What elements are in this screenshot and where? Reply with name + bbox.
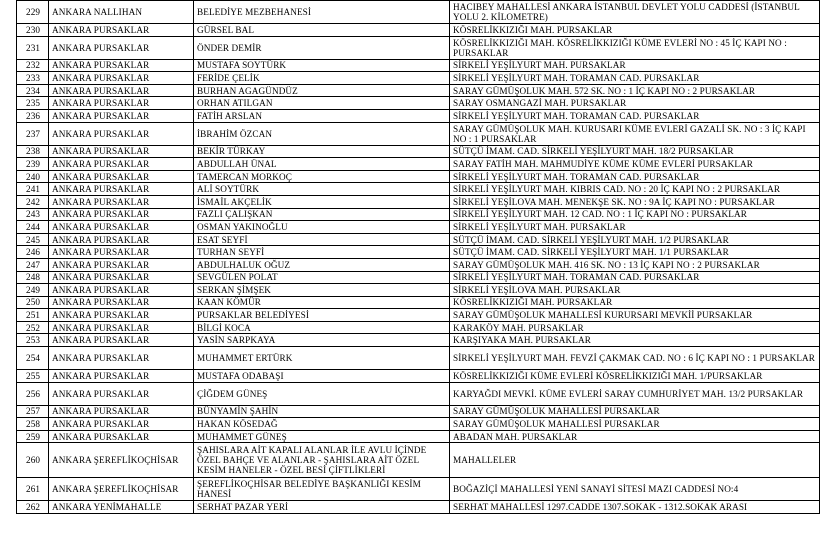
table-row [17,24,820,37]
table-row [17,183,820,196]
row-location: ANKARA PURSAKLAR [49,334,194,347]
row-name: MUSTAFA ODABAŞI [194,370,450,383]
row-number: 251 [17,309,49,322]
row-address: SARAY GÜMÜŞOLUK MAH. 416 SK. NO : 13 İÇ KAPI NO : 2 PURSAKLAR [450,258,820,271]
row-number: 239 [17,158,49,171]
table-row [17,382,820,405]
row-number: 243 [17,208,49,221]
row-location: ANKARA ŞEREFLİKOÇHİSAR [49,478,194,501]
row-name: İSMAİL AKÇELİK [194,195,450,208]
row-location: ANKARA PURSAKLAR [49,321,194,334]
row-name: HAKAN KÖSEDAĞ [194,418,450,431]
row-number: 237 [17,122,49,145]
row-name: YASİN SARPKAYA [194,334,450,347]
row-name: FERİDE ÇELİK [194,72,450,85]
table-row [17,233,820,246]
row-location: ANKARA PURSAKLAR [49,370,194,383]
table-row [17,221,820,234]
row-name: GÜRSEL BAL [194,24,450,37]
row-location: ANKARA PURSAKLAR [49,258,194,271]
table-row [17,296,820,309]
table-row [17,443,820,478]
row-number: 235 [17,97,49,110]
row-address: SERHAT MAHALLESİ 1297.CADDE 1307.SOKAK - 1312.SOKAK ARASI [450,501,820,514]
row-number: 238 [17,145,49,158]
table-row [17,84,820,97]
row-location: ANKARA YENİMAHALLE [49,501,194,514]
row-name: ABDULHALUK OĞUZ [194,258,450,271]
row-number: 252 [17,321,49,334]
row-number: 241 [17,183,49,196]
row-number: 258 [17,418,49,431]
row-address: SİRKELİ YEŞİLYURT MAH. PURSAKLAR [450,59,820,72]
row-name: ORHAN ATILGAN [194,97,450,110]
table-row [17,284,820,297]
table-row [17,309,820,322]
row-number: 260 [17,443,49,478]
table-row [17,370,820,383]
row-number: 250 [17,296,49,309]
table-row [17,72,820,85]
row-location: ANKARA PURSAKLAR [49,296,194,309]
row-address: SÜTÇÜ İMAM. CAD. SİRKELİ YEŞİLYURT MAH. 1/1 PURSAKLAR [450,246,820,259]
row-location: ANKARA PURSAKLAR [49,145,194,158]
row-name: MUHAMMET GÜNEŞ [194,430,450,443]
row-name: FAZLI ÇALIŞKAN [194,208,450,221]
row-location: ANKARA PURSAKLAR [49,24,194,37]
row-address: ABADAN MAH. PURSAKLAR [450,430,820,443]
row-location: ANKARA PURSAKLAR [49,158,194,171]
row-address: KARŞIYAKA MAH. PURSAKLAR [450,334,820,347]
table-row [17,170,820,183]
row-address: SARAY FATİH MAH. MAHMUDİYE KÜME KÜME EVLERİ PURSAKLAR [450,158,820,171]
row-address: KÖSRELİKKIZIĞI KÜME EVLERİ KÖSRELİKKIZIĞI MAH. 1/PURSAKLAR [450,370,820,383]
row-address: HACIBEY MAHALLESİ ANKARA İSTANBUL DEVLET YOLU CADDESİ (İSTANBUL YOLU 2. KİLOMETRE) [450,1,820,24]
row-address: SİRKELİ YEŞİLOVA MAH. MENEKŞE SK. NO : 9A İÇ KAPI NO : PURSAKLAR [450,195,820,208]
row-name: SEVGÜLEN POLAT [194,271,450,284]
row-name: KAAN KÖMÜR [194,296,450,309]
row-location: ANKARA PURSAKLAR [49,72,194,85]
row-number: 262 [17,501,49,514]
row-location: ANKARA PURSAKLAR [49,430,194,443]
row-name: FATİH ARSLAN [194,109,450,122]
table-row [17,321,820,334]
row-number: 229 [17,1,49,24]
row-name: İBRAHİM ÖZCAN [194,122,450,145]
table-row [17,258,820,271]
row-name: ÖNDER DEMİR [194,36,450,59]
row-number: 249 [17,284,49,297]
row-address: SİRKELİ YEŞİLYURT MAH. FEVZİ ÇAKMAK CAD. NO : 6 İÇ KAPI NO : 1 PURSAKLAR [450,347,820,370]
row-location: ANKARA NALLIHAN [49,1,194,24]
row-number: 255 [17,370,49,383]
row-location: ANKARA PURSAKLAR [49,109,194,122]
row-location: ANKARA PURSAKLAR [49,382,194,405]
table-body [17,1,820,514]
row-number: 234 [17,84,49,97]
row-address: SİRKELİ YEŞİLYURT MAH. KIBRIS CAD. NO : 20 İÇ KAPI NO : 2 PURSAKLAR [450,183,820,196]
row-location: ANKARA PURSAKLAR [49,221,194,234]
row-name: MUHAMMET ERTÜRK [194,347,450,370]
row-location: ANKARA ŞEREFLİKOÇHİSAR [49,443,194,478]
row-location: ANKARA PURSAKLAR [49,208,194,221]
row-name: ÇİĞDEM GÜNEŞ [194,382,450,405]
row-name: SERHAT PAZAR YERİ [194,501,450,514]
row-location: ANKARA PURSAKLAR [49,122,194,145]
row-name: SERKAN ŞİMŞEK [194,284,450,297]
row-location: ANKARA PURSAKLAR [49,183,194,196]
row-name: TURHAN SEYFİ [194,246,450,259]
row-address: SARAY GÜMÜŞOLUK MAH. 572 SK. NO : 1 İÇ KAPI NO : 2 PURSAKLAR [450,84,820,97]
row-address: SARAY OSMANGAZİ MAH. PURSAKLAR [450,97,820,110]
row-location: ANKARA PURSAKLAR [49,347,194,370]
table-row [17,109,820,122]
row-location: ANKARA PURSAKLAR [49,271,194,284]
row-number: 236 [17,109,49,122]
row-name: ALİ SOYTÜRK [194,183,450,196]
row-address: SİRKELİ YEŞİLYURT MAH. PURSAKLAR [450,221,820,234]
row-location: ANKARA PURSAKLAR [49,59,194,72]
row-address: SİRKELİ YEŞİLOVA MAH. PURSAKLAR [450,284,820,297]
row-address: SİRKELİ YEŞİLYURT MAH. TORAMAN CAD. PURSAKLAR [450,271,820,284]
row-location: ANKARA PURSAKLAR [49,233,194,246]
row-location: ANKARA PURSAKLAR [49,284,194,297]
table-row [17,97,820,110]
table-row [17,208,820,221]
table-row [17,418,820,431]
row-number: 245 [17,233,49,246]
table-row [17,430,820,443]
row-address: SİRKELİ YEŞİLYURT MAH. TORAMAN CAD. PURSAKLAR [450,109,820,122]
table-row [17,1,820,24]
table-row [17,246,820,259]
row-name: BURHAN AGAGÜNDÜZ [194,84,450,97]
row-number: 246 [17,246,49,259]
row-address: SARAY GÜMÜŞOLUK MAHALLESİ PURSAKLAR [450,405,820,418]
row-number: 233 [17,72,49,85]
table-row [17,59,820,72]
row-location: ANKARA PURSAKLAR [49,418,194,431]
row-location: ANKARA PURSAKLAR [49,195,194,208]
row-address: BOĞAZİÇİ MAHALLESİ YENİ SANAYİ SİTESİ MAZI CADDESİ NO:4 [450,478,820,501]
row-location: ANKARA PURSAKLAR [49,246,194,259]
row-name: BELEDİYE MEZBEHANESİ [194,1,450,24]
row-address: KARAKÖY MAH. PURSAKLAR [450,321,820,334]
row-address: SARAY GÜMÜŞOLUK MAHALLESİ PURSAKLAR [450,418,820,431]
table-row [17,36,820,59]
row-number: 257 [17,405,49,418]
table-row [17,347,820,370]
row-name: TAMERCAN MORKOÇ [194,170,450,183]
row-address: KÖSRELİKKIZIĞI MAH. KÖSRELİKKIZIĞI KÜME EVLERİ NO : 45 İÇ KAPI NO : PURSAKLAR [450,36,820,59]
row-name: MUSTAFA SOYTÜRK [194,59,450,72]
row-address: SİRKELİ YEŞİLYURT MAH. TORAMAN CAD. PURSAKLAR [450,170,820,183]
row-address: SÜTÇÜ İMAM. CAD. SİRKELİ YEŞİLYURT MAH. 1/2 PURSAKLAR [450,233,820,246]
row-address: SİRKELİ YEŞİLYURT MAH. TORAMAN CAD. PURSAKLAR [450,72,820,85]
table-row [17,271,820,284]
row-name: BİLGİ KOCA [194,321,450,334]
row-name: ESAT SEYFİ [194,233,450,246]
table-row [17,478,820,501]
row-number: 232 [17,59,49,72]
slaughter-locations-table [16,0,820,514]
row-location: ANKARA PURSAKLAR [49,405,194,418]
row-number: 230 [17,24,49,37]
row-name: OSMAN YAKINOĞLU [194,221,450,234]
row-name: BÜNYAMİN ŞAHİN [194,405,450,418]
row-number: 259 [17,430,49,443]
table-row [17,122,820,145]
row-name: ŞEREFLİKOÇHİSAR BELEDİYE BAŞKANLIĞI KESİM HANESİ [194,478,450,501]
row-location: ANKARA PURSAKLAR [49,309,194,322]
row-location: ANKARA PURSAKLAR [49,84,194,97]
row-name: BEKİR TÜRKAY [194,145,450,158]
row-number: 256 [17,382,49,405]
row-address: SİRKELİ YEŞİLYURT MAH. 12 CAD. NO : 1 İÇ KAPI NO : PURSAKLAR [450,208,820,221]
row-address: KARYAĞDI MEVKİ. KÜME EVLERİ SARAY CUMHURİYET MAH. 13/2 PURSAKLAR [450,382,820,405]
table-row [17,405,820,418]
row-name: ŞAHISLARA AİT KAPALI ALANLAR İLE AVLU İÇİNDE ÖZEL BAHÇE VE ALANLAR - ŞAHISLARA AİT ÖZEL KESİM HANELER - ÖZEL BESİ ÇİFTLİKLERİ [194,443,450,478]
row-number: 231 [17,36,49,59]
row-address: SARAY GÜMÜŞOLUK MAH. KURUSARI KÜME EVLERİ GAZALİ SK. NO : 3 İÇ KAPI NO : 1 PURSAKLAR [450,122,820,145]
row-number: 240 [17,170,49,183]
table-row [17,334,820,347]
row-address: KÖSRELİKKIZIĞI MAH. PURSAKLAR [450,24,820,37]
row-address: MAHALLELER [450,443,820,478]
row-address: KÖSRELİKKIZIĞI MAH. PURSAKLAR [450,296,820,309]
table-row [17,145,820,158]
row-name: PURSAKLAR BELEDİYESİ [194,309,450,322]
row-name: ABDULLAH ÜNAL [194,158,450,171]
row-location: ANKARA PURSAKLAR [49,97,194,110]
row-number: 253 [17,334,49,347]
row-number: 261 [17,478,49,501]
table-row [17,158,820,171]
row-number: 248 [17,271,49,284]
row-number: 247 [17,258,49,271]
row-location: ANKARA PURSAKLAR [49,170,194,183]
row-number: 244 [17,221,49,234]
table-row [17,195,820,208]
row-address: SARAY GÜMÜŞOLUK MAHALLESİ KURURSARI MEVKİİ PURSAKLAR [450,309,820,322]
row-location: ANKARA PURSAKLAR [49,36,194,59]
row-number: 242 [17,195,49,208]
table-row [17,501,820,514]
row-address: SÜTÇÜ İMAM. CAD. SİRKELİ YEŞİLYURT MAH. 18/2 PURSAKLAR [450,145,820,158]
row-number: 254 [17,347,49,370]
